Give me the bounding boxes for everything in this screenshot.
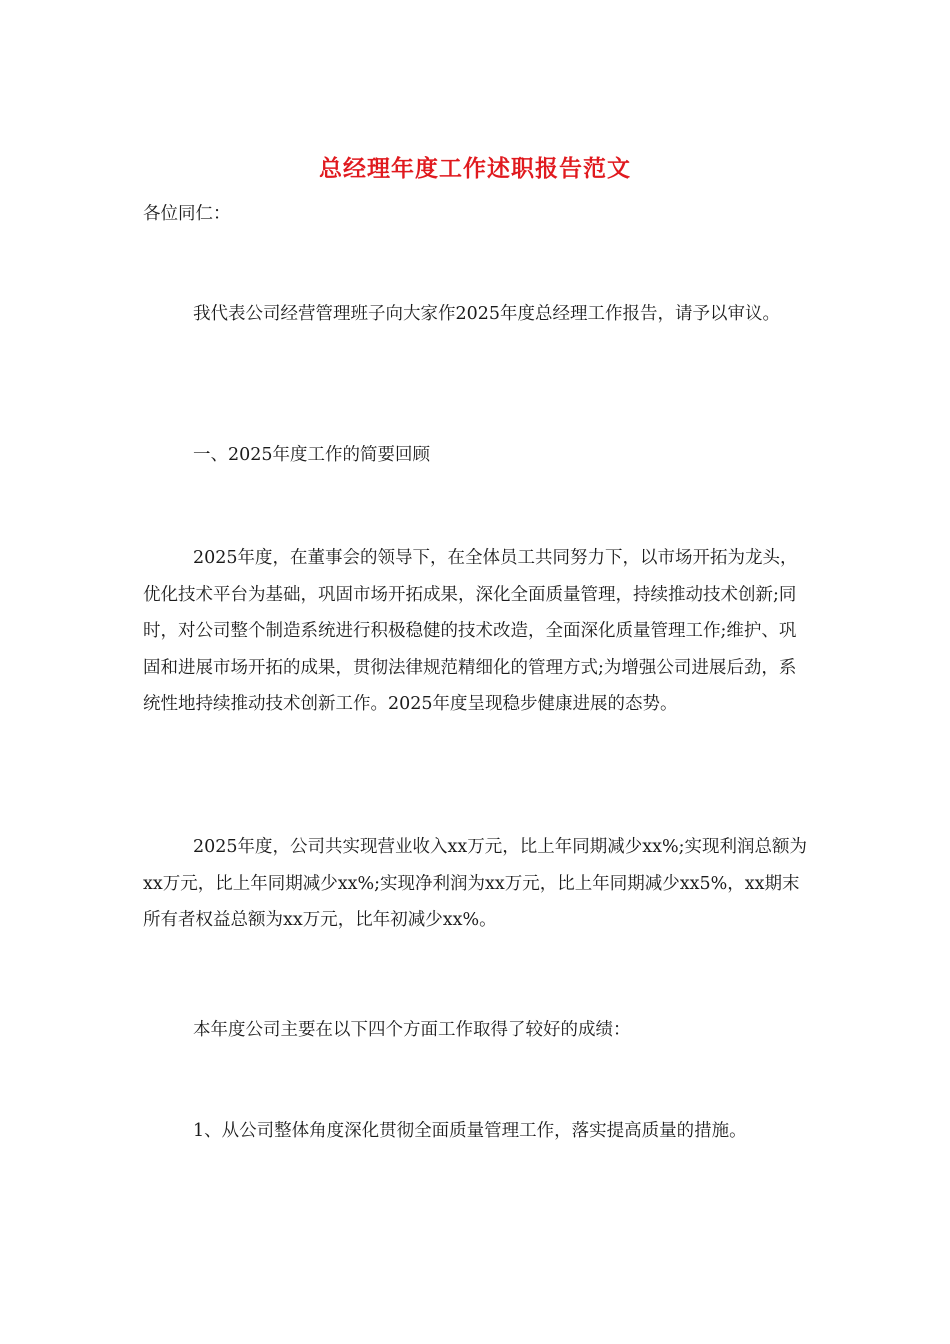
achievements-paragraph: 本年度公司主要在以下四个方面工作取得了较好的成绩：: [193, 1020, 631, 1040]
figures-paragraph: 2025年度，公司共实现营业收入xx万元，比上年同期减少xx%;实现利润总额为xx万元，比上年同期减少xx%;实现净利润为xx万元，比上年同期减少xx5%，xx期末所有者权益总额为xx万元，比年初减少xx%。: [143, 837, 808, 930]
intro-paragraph: 我代表公司经营管理班子向大家作2025年度总经理工作报告，请予以审议。: [193, 304, 781, 324]
review-paragraph: 2025年度，在董事会的领导下，在全体员工共同努力下，以市场开拓为龙头，优化技术平台为基础，巩固市场开拓成果，深化全面质量管理，持续推动技术创新;同时，对公司整个制造系统进行积极稳健的技术改造，全面深化质量管理工作;维护、巩固和进展市场开拓的成果，贯彻法律规范精细化的管理方式;为增强公司进展后劲，系统性地持续推动技术创新工作。2025年度呈现稳步健康进展的态势。: [143, 548, 798, 714]
document-title: 总经理年度工作述职报告范文: [319, 155, 631, 182]
salutation: 各位同仁：: [143, 204, 231, 224]
list-item: 1、从公司整体角度深化贯彻全面质量管理工作，落实提高质量的措施。: [193, 1121, 747, 1141]
section-heading: 一、2025年度工作的简要回顾: [193, 445, 431, 465]
